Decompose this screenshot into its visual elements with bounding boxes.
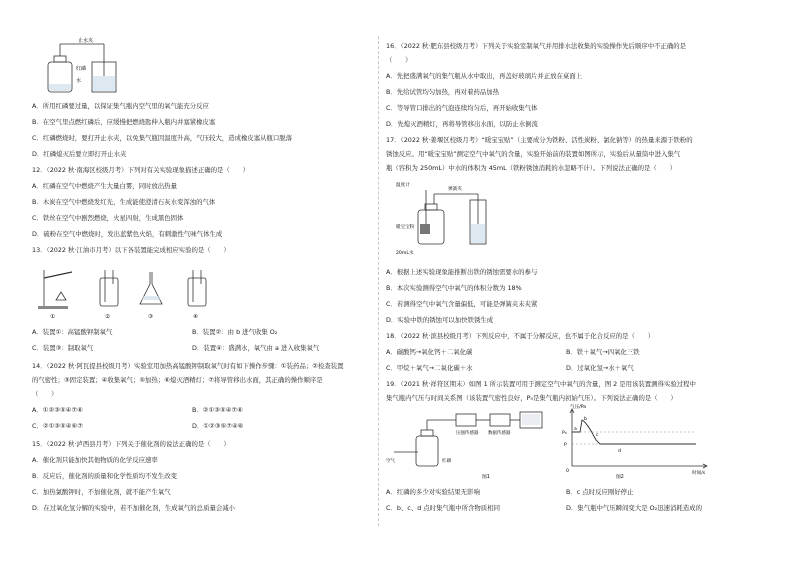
- q14-option-c: C．②①③⑤④⑥⑦: [32, 422, 83, 430]
- air-label: 空气: [386, 459, 395, 464]
- q18-stem: 18．（2022 秋·滨县校级月考）下列反应中，不属于分解反应，也不属于化合反应的是（ ）: [386, 332, 655, 340]
- point-a-label: a: [574, 427, 577, 432]
- y-axis-label: 气压/Pa: [570, 405, 587, 410]
- p0-label: P₀: [562, 431, 567, 436]
- q11-option-d: D．红磷熄灭后要立即打开止水夹: [32, 150, 127, 158]
- origin-label: 0: [566, 469, 569, 474]
- q13-option-a: A．装置①：高锰酸钾制氧气: [32, 328, 113, 336]
- red-phosphorus-label: 红磷: [442, 459, 451, 464]
- fig-label-2: ②: [105, 314, 110, 320]
- q18-option-d: D．过氧化氢→水＋氧气: [566, 364, 634, 372]
- q14-option-d: D．①②③⑤⑦④⑥: [192, 422, 244, 430]
- q11-option-c: C．红磷燃烧时，要打开止水夹，以免集气瓶因温度升高，气压较大，造成橡皮塞从瓶口脱落: [32, 134, 293, 142]
- q19-option-c: C．b、c、d 点时集气瓶中所含物质相同: [386, 504, 500, 512]
- q12-stem: 12．（2022 秋·南海区校级月考）下列对有关实验现象描述正确的是（ ）: [32, 166, 249, 174]
- q18-option-b: B．铁＋氧气→四氧化三铁: [566, 348, 640, 356]
- q13-stem: 13．（2022 秋·江油市月考）以下各装置能完成相应实验的是（ ）: [32, 246, 230, 254]
- fig-label-1: ①: [50, 314, 55, 320]
- q14-stem-line3: （ ）: [32, 390, 58, 398]
- q19-option-b: B．c 点时反应刚好停止: [566, 488, 634, 496]
- q19-figure-1: [386, 408, 546, 480]
- q12-option-a: A．红磷在空气中燃烧产生大量白雾，同时放出热量: [32, 182, 177, 190]
- q16-option-c: C．等导管口排出的气泡连续均匀后，再开始收集气体: [386, 104, 538, 112]
- x-axis-label: 时间/s: [692, 471, 706, 476]
- column-divider: [378, 36, 379, 526]
- spring-clamp-label: 弹簧夹: [448, 187, 462, 192]
- q12-option-b: B．木炭在空气中燃烧发红光，生成能使澄清石灰水变浑浊的气体: [32, 198, 216, 206]
- water-label: 水: [76, 78, 82, 84]
- q15-stem: 15．（2022 秋·泸西县月考）下列关于催化剂的说法正确的是（ ）: [32, 440, 230, 448]
- figure-1-caption: 图1: [482, 475, 490, 480]
- left-column: [32, 0, 372, 562]
- q13-apparatus-figures: [38, 262, 218, 320]
- point-b-label: b: [584, 417, 587, 422]
- q15-option-b: B．反应后，催化剂的质量和化学性质均不发生改变: [32, 472, 177, 480]
- point-d-label: d: [618, 449, 621, 454]
- q19-option-a: A．红磷的多少对实验结果无影响: [386, 488, 480, 496]
- q11-option-a: A．所用红磷要过量，以保证集气瓶内空气里的氧气能充分反应: [32, 102, 209, 110]
- q19-stem-line2: 集气瓶内气压与时间关系图（该装置气密性良好，P₀是集气瓶内初始气压）。下列说法正确的是（ ）: [386, 394, 677, 402]
- q16-option-d: D．先熄灭酒精灯，再将导管移出水面，以防止水倒流: [386, 120, 538, 128]
- q19-option-d: D．集气瓶中气压瞬间变大是 O₂迅速消耗造成的: [566, 504, 702, 512]
- q17-option-d: D．实验中铁的锈蚀可以加快铁锈生成: [386, 316, 494, 324]
- q15-option-d: D．在过氧化氢分解的实验中，若不加催化剂，生成氧气的总质量会减小: [32, 504, 236, 512]
- q16-option-b: B．先给试管均匀加热，再对着药品加热: [386, 88, 500, 96]
- q17-option-a: A．根据上述实验现象能推断出铁的锈蚀需要水的参与: [386, 268, 538, 276]
- warmer-powder-label: 暖宝宝粉: [396, 225, 415, 230]
- right-column: [386, 0, 762, 562]
- fig-label-3: ③: [148, 314, 153, 320]
- q11-option-b: B．在空气里点燃红磷后，应缓慢把燃烧匙伸入瓶内并塞紧橡皮塞: [32, 118, 216, 126]
- q13-option-c: C．装置③：制取氧气: [32, 344, 94, 352]
- q14-option-b: B．②①③⑤④⑦⑥: [192, 406, 243, 414]
- q17-option-b: B．本次实验测得空气中氧气的体积分数为 18%: [386, 284, 522, 292]
- q16-stem-bracket: （ ）: [386, 56, 412, 64]
- q18-option-a: A．碳酸钙→氧化钙＋二氧化碳: [386, 348, 473, 356]
- q12-option-c: C．铁丝在空气中剧烈燃烧，火星四射，生成黑色固体: [32, 214, 184, 222]
- q18-option-c: C．甲烷＋氧气→二氧化碳＋水: [386, 364, 473, 372]
- p-label: P: [564, 443, 567, 448]
- q17-stem-line2: 锈蚀反应。用“暖宝宝贴”测定空气中氧气的含量，实验开始前的装置如图所示，实验后从量筒中进入集气: [386, 150, 681, 158]
- hand-warmer-apparatus-figure: [396, 180, 506, 258]
- q16-stem: 16．（2022 秋·肥东县校级月考）下列关于实验室制氧气并用排水法收集的实验操作先后顺序中不正确的是: [386, 42, 687, 50]
- figure-2-caption: 图2: [616, 475, 624, 480]
- data-sensor-label: 数据传感器: [488, 431, 511, 436]
- q17-stem-line1: 17．（2022 秋·姜堰区校级月考）“暖宝宝贴”（主要成分为铁粉、活性炭粉、氯化钠等）的热量来源于铁粉的: [386, 136, 693, 144]
- q13-option-b: B．装置②：由 b 进气收集 O₂: [192, 328, 278, 336]
- q14-stem-line1: 14．（2022 秋·阿瓦提县校级月考）实验室用加热高锰酸钾制取氧气时有如下操作步骤：①装药品；②检查装置: [32, 362, 344, 370]
- q16-option-a: A．先把盛满氧气的集气瓶从水中取出，再盖好玻璃片并正放在桌面上: [386, 72, 583, 80]
- clamp-label: 止水夹: [78, 38, 94, 44]
- q14-stem-line2: 的气密性；③固定装置；④收集氧气；⑤加热；⑥熄灭酒精灯；⑦将导管移出水面，其正确的操作顺序是: [32, 376, 323, 384]
- q19-stem-line1: 19．（2021 秋·祥符区期末）如图 1 所示装置可用于测定空气中氧气的含量，图 2 是用该装置测得实验过程中: [386, 380, 696, 388]
- q17-option-c: C．若测得空气中氧气含量偏低，可能是弹簧夹未夹紧: [386, 300, 538, 308]
- q15-option-c: C．加热氯酸钾时，不加催化剂，就不能产生氧气: [32, 488, 171, 496]
- thermometer-label: 温度计: [396, 183, 410, 188]
- phosphorus-label: 红磷: [76, 66, 87, 72]
- pressure-sensor-label: 压强传感器: [456, 431, 479, 436]
- point-c-label: c: [596, 433, 599, 438]
- q17-stem-line3: 瓶（容积为 250mL）中水的体积为 45mL（铁粉锈蚀消耗的水忽略不计）。下列说法正确的是（ ）: [386, 164, 676, 172]
- q19-pressure-time-graph: [556, 402, 726, 480]
- red-phosphorus-apparatus-figure: [42, 36, 132, 96]
- q15-option-a: A．催化剂只能加快其他物质的化学反应速率: [32, 456, 158, 464]
- fig-label-4: ④: [193, 314, 198, 320]
- q13-option-d: D．装置④：盛满水，氧气由 a 进入收集氧气: [192, 344, 320, 352]
- water-20ml-label: 20mL水: [396, 251, 414, 256]
- q12-option-d: D．硫粉在空气中燃烧时，发出蓝紫色火焰，有刺激性气味气体生成: [32, 230, 223, 238]
- q14-option-a: A．①②③⑤④⑦⑥: [32, 406, 83, 414]
